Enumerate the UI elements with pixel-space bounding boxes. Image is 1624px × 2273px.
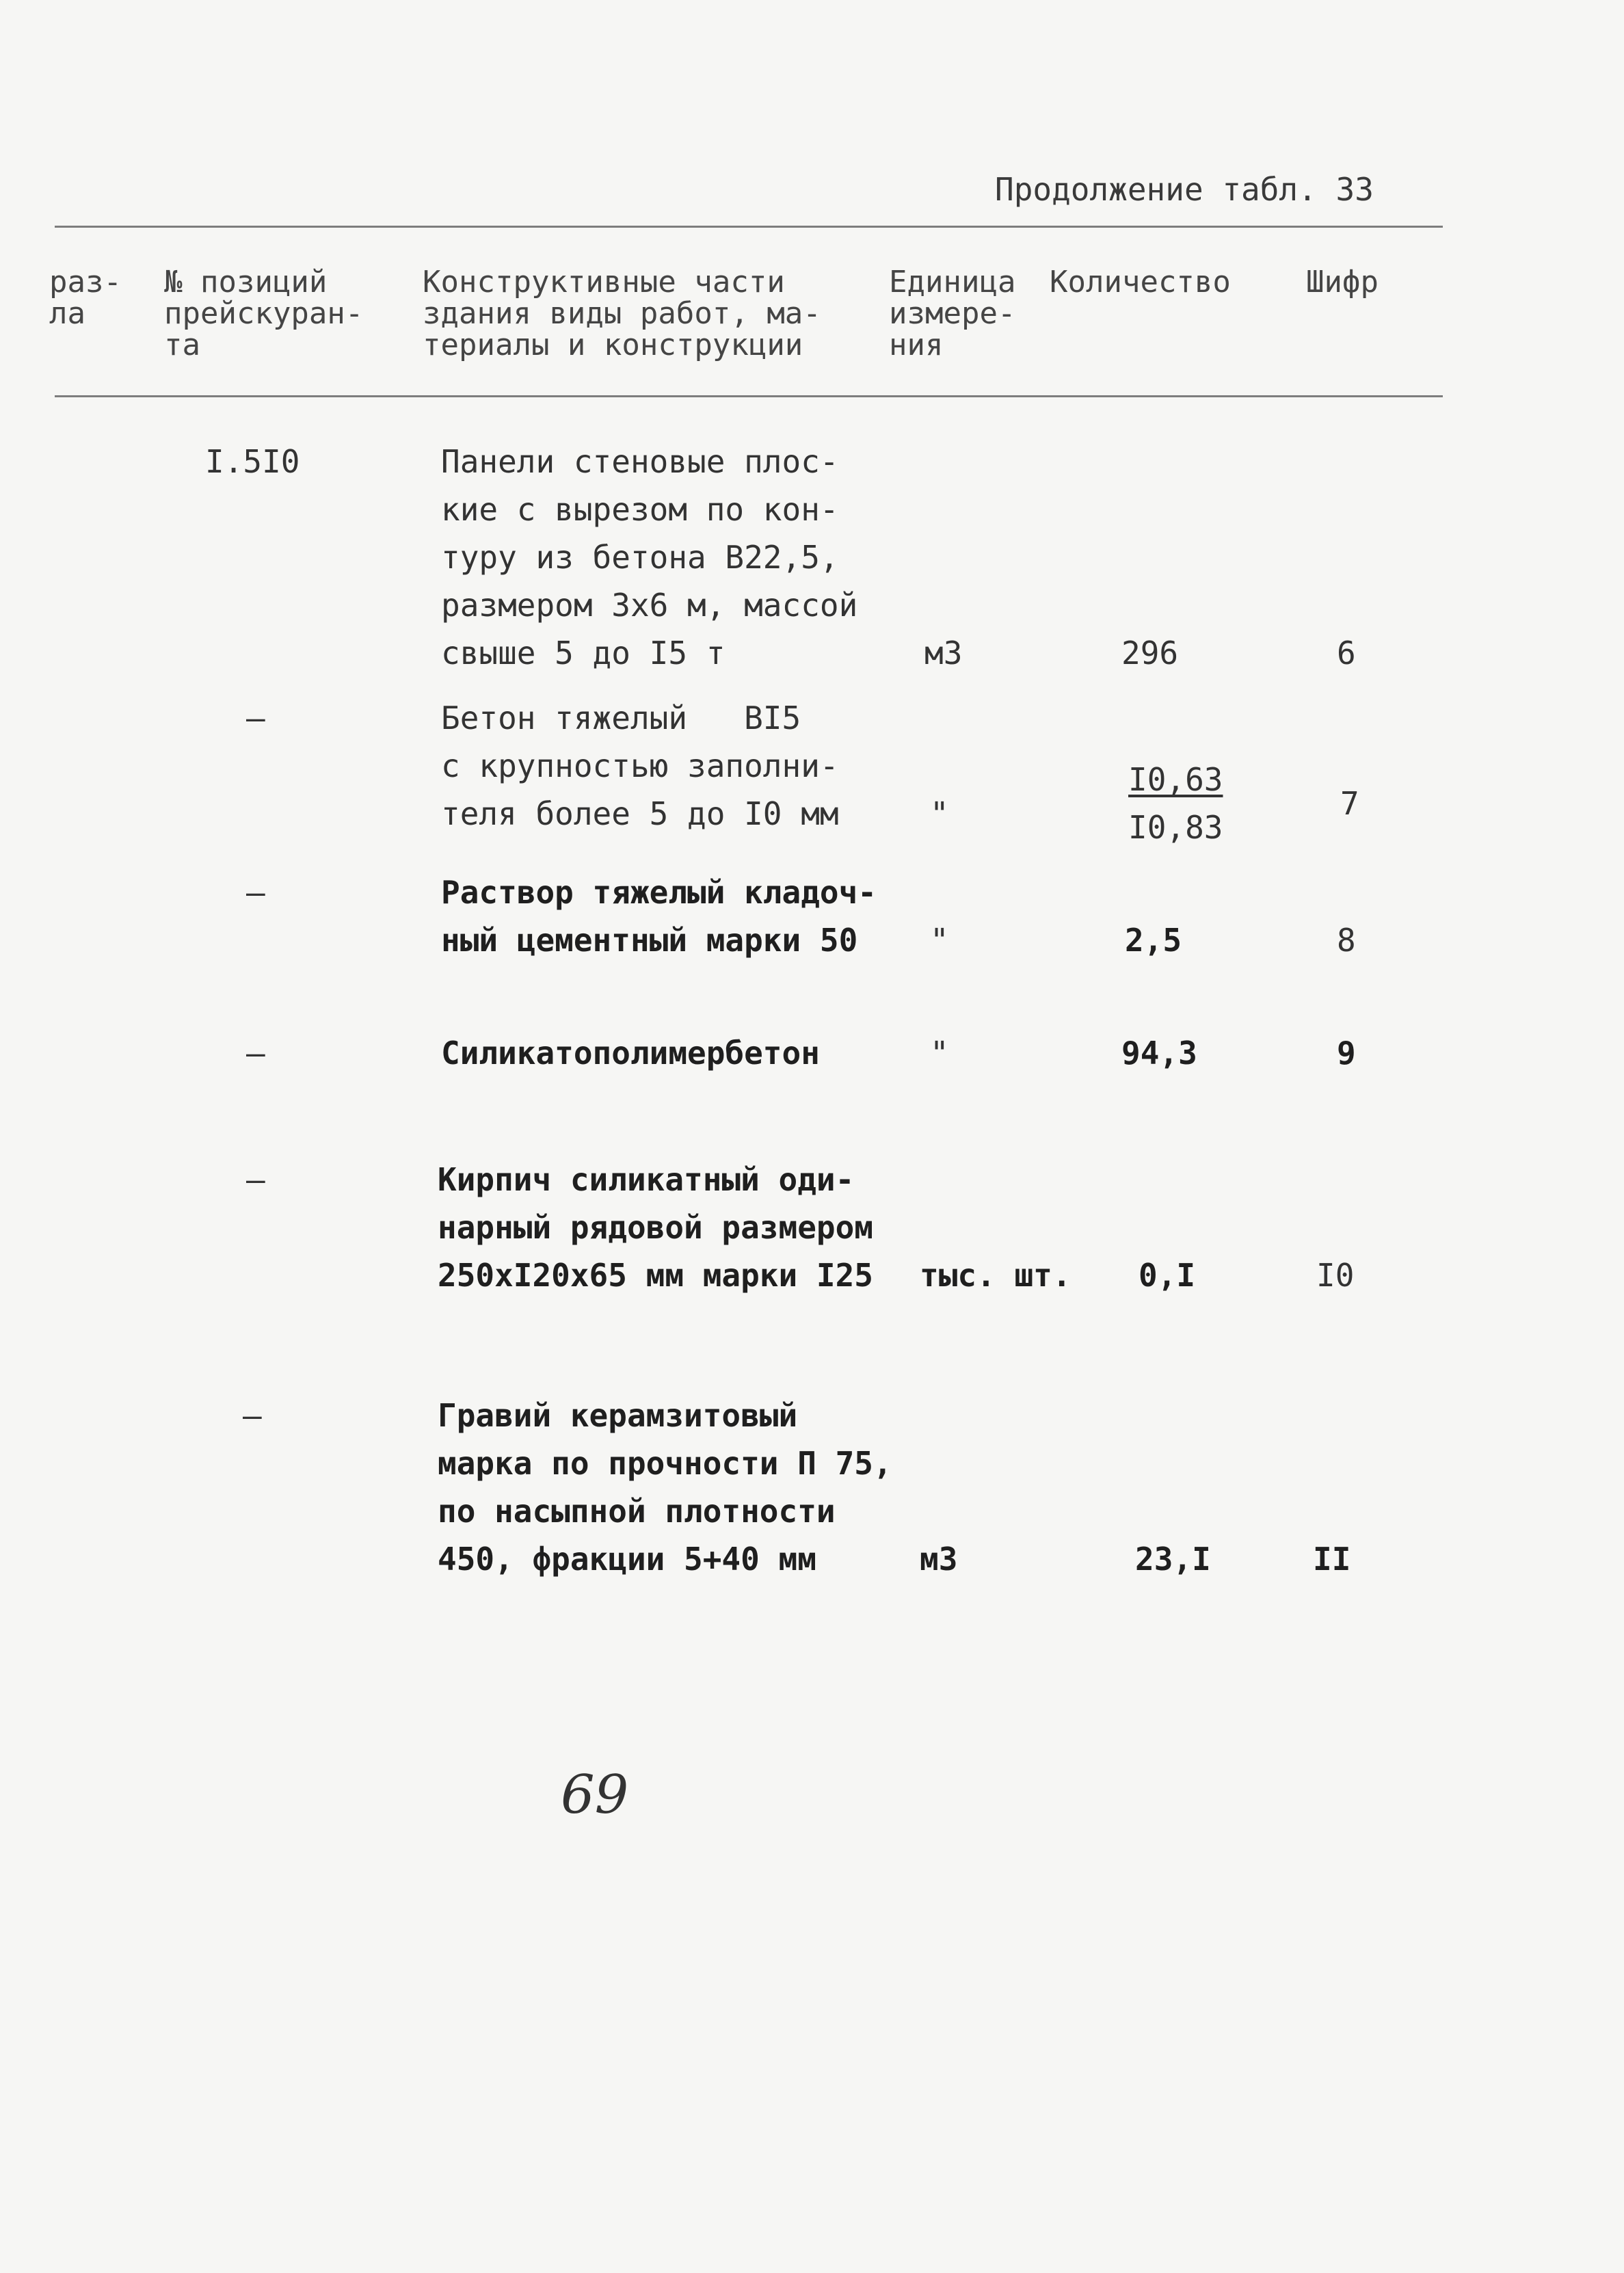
header-top-rule <box>55 226 1443 228</box>
header-description: Конструктивные части здания виды работ, ма- териалы и конструкции <box>423 265 821 362</box>
row-6-quantity: 23,I <box>1135 1541 1211 1578</box>
row-2-position: – <box>246 700 265 736</box>
row-1-unit: м3 <box>924 635 963 672</box>
row-1-description: Панели стеновые плос- кие с вырезом по кон- туру из бетона В22,5, размером 3х6 м, массой свыше 5 до I5 т <box>441 443 858 672</box>
row-6-unit: м3 <box>920 1541 958 1578</box>
row-3-position: – <box>246 874 265 911</box>
row-5-quantity: 0,I <box>1139 1257 1196 1294</box>
row-4-position: – <box>246 1035 265 1072</box>
row-3-code: 8 <box>1337 922 1356 959</box>
row-5-code: I0 <box>1316 1257 1355 1294</box>
row-5-unit: тыс. шт. <box>920 1257 1071 1294</box>
header-unit: Единица измере- ния <box>889 265 1016 362</box>
row-6-description: Гравий керамзитовый марка по прочности П 75, по насыпной плотности 450, фракции 5+40 мм <box>438 1397 892 1578</box>
row-1-position: I.5I0 <box>205 443 300 480</box>
header-quantity: Количество <box>1050 265 1231 300</box>
row-3-quantity: 2,5 <box>1125 922 1182 959</box>
row-3-unit: " <box>930 922 949 959</box>
row-4-description: Силикатополимербетон <box>441 1035 820 1072</box>
page-number: 69 <box>561 1764 629 1826</box>
row-2-code: 7 <box>1340 785 1359 822</box>
row-3-description: Раствор тяжелый кладоч- ный цементный марки 50 <box>441 874 877 959</box>
header-code: Шифр <box>1306 265 1379 300</box>
row-4-code: 9 <box>1337 1035 1356 1072</box>
header-section: раз- ла <box>49 265 122 331</box>
row-2-unit: " <box>930 795 949 832</box>
row-2-quantity-alt: I0,83 <box>1128 809 1223 846</box>
table-caption: Продолжение табл. 33 <box>995 171 1374 208</box>
header-position: № позиций прейскуран- та <box>164 265 364 362</box>
row-5-description: Кирпич силикатный оди- нарный рядовой размером 250хI20х65 мм марки I25 <box>438 1161 873 1294</box>
row-4-unit: " <box>930 1035 949 1072</box>
row-4-quantity: 94,3 <box>1121 1035 1197 1072</box>
row-2-quantity: I0,63 <box>1128 761 1223 798</box>
row-1-code: 6 <box>1337 635 1356 672</box>
row-2-description: Бетон тяжелый ВI5 с крупностью заполни- теля более 5 до I0 мм <box>441 700 839 832</box>
row-1-quantity: 296 <box>1121 635 1179 672</box>
row-5-position: – <box>246 1161 265 1198</box>
header-bottom-rule <box>55 395 1443 397</box>
row-6-code: II <box>1313 1541 1351 1578</box>
row-6-position: – <box>243 1397 262 1434</box>
